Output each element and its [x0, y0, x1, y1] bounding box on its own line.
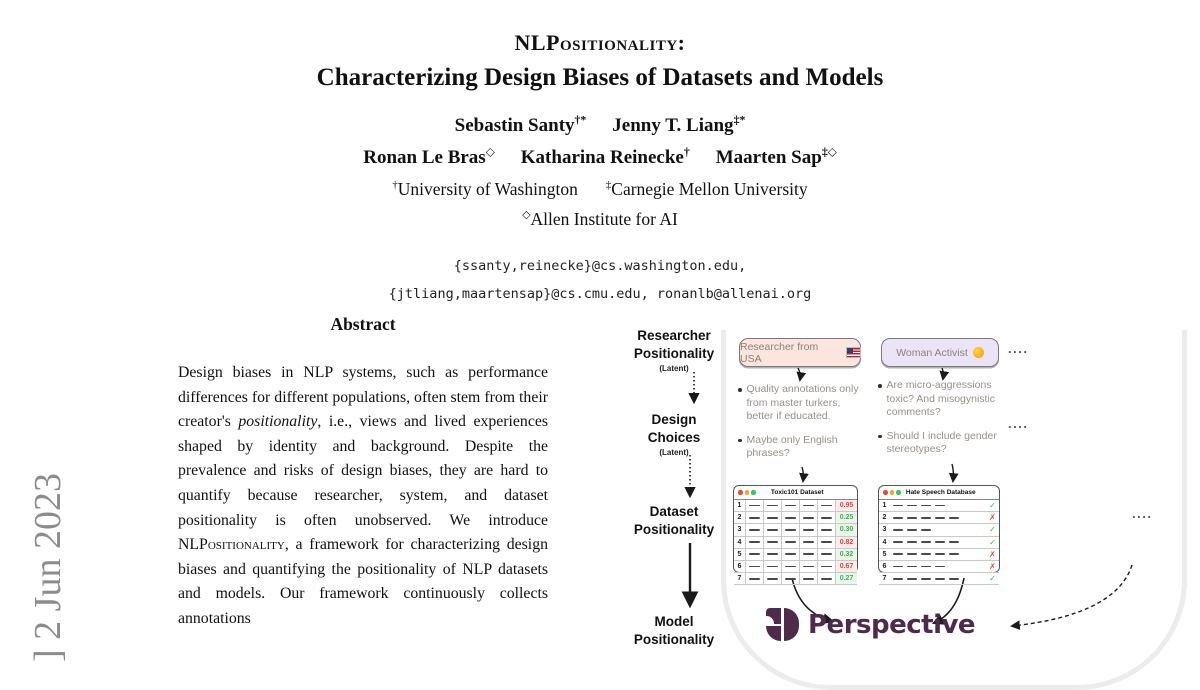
redacted-cell — [746, 537, 764, 548]
dash-icon — [907, 566, 917, 568]
dash-icon — [907, 541, 917, 543]
hatespeech-window — [878, 485, 1000, 584]
ellipsis-dots-middle: .... — [1008, 416, 1029, 431]
table-row — [734, 537, 857, 549]
dataset-window — [733, 485, 858, 583]
email-line-1: {ssanty,reinecke}@cs.washington.edu, — [453, 258, 747, 275]
dash-icon — [749, 578, 760, 580]
bullet-dot-icon — [738, 439, 742, 443]
bullet-item — [878, 430, 1016, 457]
table-row — [734, 549, 857, 561]
bullet-item — [738, 383, 870, 424]
redacted-cell — [764, 537, 782, 548]
dash-icon — [749, 529, 760, 531]
abstract-text: Design biases in NLP systems, such as performance differences for different populations, often stem from their creator's positionality, i.e., views and lived experiences shaped by identity and background. Despite the prevalence and risks of design biases, they are hard to quantify because researcher, system, and dataset positionality is often unobserved. We introduce NLPositionality, a framework for characterizing design biases and quantifying the positionality of NLP datasets and models. Our framework continuously collects annotations — [178, 364, 548, 627]
score-value: 0.67 — [836, 561, 857, 572]
traffic-lights — [883, 490, 901, 495]
dash-icon — [767, 553, 778, 555]
dash-icon — [935, 505, 945, 507]
redacted-cell — [818, 561, 836, 572]
row-number: 2 — [734, 512, 746, 523]
woman-activist-card — [881, 338, 999, 367]
score-value: 0.32 — [836, 549, 857, 560]
table-row — [734, 561, 857, 573]
dash-icon — [893, 553, 903, 555]
dash-icon — [949, 578, 959, 580]
redacted-cell — [800, 512, 818, 523]
dash-icon — [821, 529, 832, 531]
dash-icon — [935, 517, 945, 519]
score-value: 0.95 — [836, 500, 857, 511]
dash-icon — [749, 517, 760, 519]
dash-icon — [749, 541, 760, 543]
cross-icon: ✗ — [989, 513, 996, 523]
author: Sebastin Santy†* — [454, 114, 587, 137]
redacted-cell — [782, 561, 800, 572]
redacted-cell — [746, 500, 764, 511]
redacted-cell — [890, 524, 986, 535]
flow-label-researcher-positionality — [620, 327, 728, 373]
redacted-cell — [746, 512, 764, 523]
dash-icon — [893, 578, 903, 580]
dash-icon — [921, 517, 931, 519]
dash-icon — [893, 541, 903, 543]
redacted-cell — [890, 573, 986, 584]
dash-icon — [935, 553, 945, 555]
check-icon: ✓ — [989, 525, 996, 535]
redacted-cell — [782, 573, 800, 584]
cross-icon: ✗ — [989, 549, 996, 559]
redacted-cell — [890, 512, 986, 523]
redacted-cell — [782, 524, 800, 535]
dash-icon — [785, 529, 796, 531]
latent-label: (Latent) — [659, 364, 689, 373]
dash-icon — [907, 529, 917, 531]
check-icon: ✓ — [989, 537, 996, 547]
authors-row-2 — [0, 139, 1200, 170]
paper-title-line1: NLPositionality: — [514, 30, 686, 55]
redacted-cell — [746, 573, 764, 584]
dash-icon — [893, 517, 903, 519]
dash-icon — [785, 553, 796, 555]
redacted-cell — [818, 500, 836, 511]
traffic-lights — [738, 490, 756, 495]
redacted-cell — [818, 524, 836, 535]
redacted-cell — [746, 549, 764, 560]
redacted-cell — [890, 537, 986, 548]
table-row — [734, 500, 857, 512]
dash-icon — [921, 541, 931, 543]
bullet-text: Maybe only English phrases? — [746, 433, 838, 459]
red-light-icon — [738, 490, 743, 495]
dash-icon — [767, 566, 778, 568]
us-flag-icon — [847, 348, 860, 357]
author: Jenny T. Liang‡* — [612, 114, 746, 137]
bullet-dot-icon — [878, 435, 882, 439]
abstract-section — [178, 314, 548, 632]
redacted-cell — [890, 561, 986, 572]
dash-icon — [803, 566, 814, 568]
bullet-dot-icon — [878, 384, 882, 388]
table-row — [879, 524, 999, 536]
row-number: 4 — [734, 537, 746, 548]
redacted-cell — [764, 500, 782, 511]
researcher-card-label: Researcher from USA — [740, 340, 819, 365]
window-title: Toxic101 Dataset — [770, 489, 824, 496]
table-row — [879, 561, 999, 573]
dash-icon — [803, 553, 814, 555]
bullet-item — [878, 379, 1016, 420]
table-row — [879, 549, 999, 561]
redacted-cell — [800, 561, 818, 572]
dash-icon — [749, 566, 760, 568]
redacted-cell — [782, 537, 800, 548]
dash-icon — [921, 566, 931, 568]
row-number: 5 — [882, 550, 887, 558]
dash-icon — [949, 553, 959, 555]
dash-icon — [907, 553, 917, 555]
dash-icon — [785, 578, 796, 580]
row-number: 6 — [734, 561, 746, 572]
dash-icon — [907, 505, 917, 507]
redacted-cell — [800, 549, 818, 560]
bullet-text: Quality annotations only from master turkers, better if educated. — [746, 383, 859, 422]
affiliation: ◇Allen Institute for AI — [522, 209, 678, 230]
dash-icon — [949, 517, 959, 519]
redacted-cell — [764, 561, 782, 572]
dash-icon — [749, 553, 760, 555]
redacted-cell — [764, 573, 782, 584]
author: Katharina Reinecke† — [520, 145, 690, 168]
bullet-text: Should I include gender stereotypes? — [886, 429, 997, 455]
table-row — [734, 524, 857, 536]
affiliation: †University of Washington — [392, 179, 578, 200]
dash-icon — [767, 529, 778, 531]
dataset-table — [734, 500, 857, 585]
ellipsis-dots-top: .... — [1008, 341, 1029, 356]
row-number: 1 — [882, 502, 887, 510]
dash-icon — [803, 578, 814, 580]
bullet-dot-icon — [738, 388, 742, 392]
activist-bullet-list — [878, 379, 1016, 467]
dash-icon — [803, 505, 814, 507]
dash-icon — [767, 578, 778, 580]
authors-row-1 — [0, 108, 1200, 139]
arxiv-stamp: ] 2 Jun 2023 — [27, 473, 69, 662]
perspective-label: Perspective — [808, 609, 976, 640]
row-number: 7 — [882, 575, 887, 583]
raised-fist-icon — [973, 347, 984, 358]
dash-icon — [921, 553, 931, 555]
table-row — [734, 573, 857, 585]
red-light-icon — [883, 490, 888, 495]
dash-icon — [893, 529, 903, 531]
dash-icon — [893, 566, 903, 568]
researcher-card — [739, 338, 861, 367]
flow-label-text: Dataset Positionality — [633, 504, 715, 537]
redacted-cell — [764, 549, 782, 560]
dash-icon — [767, 517, 778, 519]
score-value: 0.30 — [836, 524, 857, 535]
flow-label-text: Researcher Positionality — [633, 328, 715, 361]
bullet-item — [738, 434, 870, 461]
dash-icon — [935, 578, 945, 580]
latent-label: (Latent) — [659, 448, 689, 457]
flow-label-model-positionality — [620, 613, 728, 649]
author: Maarten Sap‡◇ — [715, 145, 837, 168]
dash-icon — [785, 541, 796, 543]
redacted-cell — [782, 500, 800, 511]
redacted-cell — [746, 524, 764, 535]
email-block — [0, 252, 1200, 308]
row-number: 5 — [734, 549, 746, 560]
affiliations-row-1 — [0, 173, 1200, 203]
flow-label-text: Model Positionality — [633, 614, 715, 647]
perspective-icon — [766, 608, 799, 641]
redacted-cell — [890, 500, 986, 511]
perspective-logo — [766, 608, 975, 641]
orange-light-icon — [890, 490, 895, 495]
table-row — [734, 512, 857, 524]
row-number: 3 — [882, 526, 887, 534]
dash-icon — [803, 529, 814, 531]
dash-icon — [785, 517, 796, 519]
dash-icon — [921, 578, 931, 580]
flow-label-dataset-positionality — [620, 503, 728, 539]
dash-icon — [921, 505, 931, 507]
redacted-cell — [800, 573, 818, 584]
dash-icon — [921, 529, 931, 531]
window-titlebar — [734, 486, 857, 500]
dash-icon — [749, 505, 760, 507]
check-icon: ✓ — [989, 501, 996, 510]
orange-light-icon — [745, 490, 750, 495]
dash-icon — [767, 541, 778, 543]
redacted-cell — [782, 549, 800, 560]
redacted-cell — [818, 573, 836, 584]
redacted-cell — [890, 549, 986, 560]
dash-icon — [907, 578, 917, 580]
flow-label-text: Design Choices — [647, 412, 701, 445]
redacted-cell — [764, 524, 782, 535]
score-value: 0.82 — [836, 537, 857, 548]
dash-icon — [821, 566, 832, 568]
cross-icon: ✗ — [989, 561, 996, 571]
score-value: 0.25 — [836, 512, 857, 523]
dash-icon — [893, 505, 903, 507]
paper-header — [0, 0, 1200, 308]
affiliations-row-2 — [0, 202, 1200, 232]
row-number: 3 — [734, 524, 746, 535]
table-row — [879, 573, 999, 585]
dash-icon — [803, 517, 814, 519]
abstract-heading: Abstract — [330, 314, 396, 334]
redacted-cell — [800, 500, 818, 511]
row-number: 7 — [734, 573, 746, 584]
row-number: 1 — [734, 500, 746, 511]
redacted-cell — [764, 512, 782, 523]
author: Ronan Le Bras◇ — [363, 145, 495, 168]
dash-icon — [935, 541, 945, 543]
row-number: 4 — [882, 538, 887, 546]
affiliation-list — [0, 173, 1200, 233]
redacted-cell — [782, 512, 800, 523]
dash-icon — [785, 505, 796, 507]
table-row — [879, 512, 999, 524]
table-row — [879, 537, 999, 549]
dash-icon — [821, 541, 832, 543]
check-icon: ✓ — [989, 574, 996, 584]
window-title: Hate Speech Database — [905, 489, 976, 496]
flow-label-design-choices — [620, 411, 728, 457]
woman-activist-card-label: Woman Activist — [896, 346, 968, 359]
row-number: 6 — [882, 563, 887, 571]
row-number: 2 — [882, 514, 887, 522]
redacted-cell — [746, 561, 764, 572]
redacted-cell — [818, 512, 836, 523]
dash-icon — [803, 541, 814, 543]
dash-icon — [907, 517, 917, 519]
redacted-cell — [818, 537, 836, 548]
ellipsis-dots-right: .... — [1132, 506, 1153, 521]
window-titlebar — [879, 486, 999, 500]
paper-title-line2: Characterizing Design Biases of Datasets and Models — [316, 64, 884, 91]
dash-icon — [821, 517, 832, 519]
redacted-cell — [800, 524, 818, 535]
table-row — [879, 500, 999, 512]
author-list — [0, 108, 1200, 171]
dash-icon — [767, 505, 778, 507]
dash-icon — [949, 541, 959, 543]
figure-1 — [620, 315, 1200, 660]
dash-icon — [785, 566, 796, 568]
dash-icon — [821, 553, 832, 555]
dash-icon — [821, 505, 832, 507]
email-line-2: {jtliang,maartensap}@cs.cmu.edu, ronanlb@allenai.org — [388, 286, 812, 303]
dash-icon — [935, 566, 945, 568]
bullet-text: Are micro-aggressions toxic? And misogynistic comments? — [886, 379, 996, 418]
hatespeech-table — [879, 500, 999, 585]
dash-icon — [821, 578, 832, 580]
researcher-bullet-list — [738, 383, 870, 471]
redacted-cell — [800, 537, 818, 548]
redacted-cell — [818, 549, 836, 560]
affiliation: ‡Carnegie Mellon University — [605, 179, 808, 200]
score-value: 0.27 — [836, 573, 857, 584]
